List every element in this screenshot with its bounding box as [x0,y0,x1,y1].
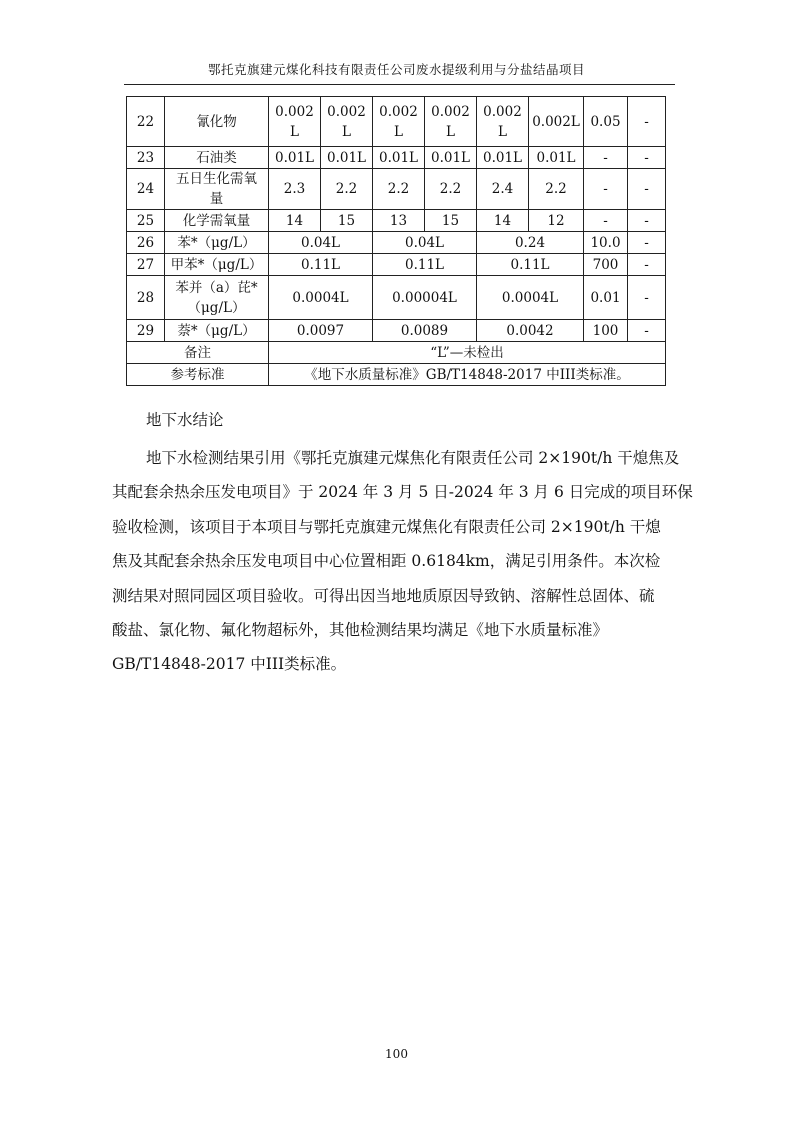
parameter-name-cell: 苯并（a）芘* （μg/L） [165,276,269,320]
result-value-cell: 0.0042 [477,320,584,342]
result-value-cell: 13 [373,210,425,232]
standard-limit-cell: 10.0 [584,232,628,254]
remark-value-cell: “L”—未检出 [269,342,666,364]
table-row [127,97,666,147]
result-value-cell: 0.11L [477,254,584,276]
result-value-cell: 0.01L [425,147,477,169]
table-row [127,147,666,169]
standard-limit-cell: 0.05 [584,97,628,147]
extra-cell: - [628,276,666,320]
table-row [127,169,666,210]
result-value-cell: 0.0004L [477,276,584,320]
groundwater-results-table [126,96,666,386]
extra-cell: - [628,97,666,147]
paragraph-line: 地下水检测结果引用《鄂托克旗建元煤焦化有限责任公司 2×190t/h 干熄焦及 [146,449,680,467]
paragraph-line: 焦及其配套余热余压发电项目中心位置相距 0.6184km，满足引用条件。本次检 [112,552,661,571]
result-value-cell: 0.0097 [269,320,373,342]
paragraph-line: 测结果对照同园区项目验收。可得出因当地地质原因导致钠、溶解性总固体、硫 [112,586,655,605]
standard-limit-cell: 100 [584,320,628,342]
table-row [127,276,666,320]
row-number-cell: 29 [127,320,165,342]
row-number-cell: 23 [127,147,165,169]
running-header: 鄂托克旗建元煤化科技有限责任公司废水提级利用与分盐结晶项目 [207,62,585,77]
result-value-cell: 0.11L [269,254,373,276]
result-value-cell: 0.01L [477,147,529,169]
result-value-cell: 0.0089 [373,320,477,342]
result-value-cell: 0.00004L [373,276,477,320]
standard-limit-cell: 0.01 [584,276,628,320]
result-value-cell: 0.01L [373,147,425,169]
result-value-cell: 0.002 L [425,97,477,147]
row-number-cell: 27 [127,254,165,276]
parameter-name-cell: 石油类 [165,147,269,169]
row-number-cell: 24 [127,169,165,210]
table-row [127,254,666,276]
row-number-cell: 28 [127,276,165,320]
result-value-cell: 0.01L [529,147,584,169]
paragraph-line: 验收检测，该项目于本项目与鄂托克旗建元煤焦化有限责任公司 2×190t/h 干熄 [112,517,661,536]
result-value-cell: 0.002 L [269,97,321,147]
result-value-cell: 0.04L [269,232,373,254]
paragraph-line: GB/T14848-2017 中III类标准。 [112,655,347,674]
remark-row [127,342,666,364]
table-row [127,232,666,254]
row-number-cell: 26 [127,232,165,254]
parameter-name-cell: 五日生化需氧 量 [165,169,269,210]
standard-limit-cell: 700 [584,254,628,276]
result-value-cell: 0.04L [373,232,477,254]
result-value-cell: 0.002 L [477,97,529,147]
result-value-cell: 0.002L [529,97,584,147]
result-value-cell: 0.0004L [269,276,373,320]
result-value-cell: 2.2 [425,169,477,210]
result-value-cell: 12 [529,210,584,232]
parameter-name-cell: 萘*（μg/L） [165,320,269,342]
result-value-cell: 0.002 L [321,97,373,147]
standard-label-cell: 参考标准 [127,364,269,386]
remark-label-cell: 备注 [127,342,269,364]
standard-row [127,364,666,386]
result-value-cell: 2.4 [477,169,529,210]
result-value-cell: 2.2 [529,169,584,210]
standard-limit-cell: - [584,147,628,169]
result-value-cell: 0.002 L [373,97,425,147]
result-value-cell: 14 [269,210,321,232]
conclusion-paragraph [112,441,693,682]
result-value-cell: 0.01L [269,147,321,169]
extra-cell: - [628,320,666,342]
standard-limit-cell: - [584,169,628,210]
extra-cell: - [628,232,666,254]
table-row [127,320,666,342]
result-value-cell: 15 [425,210,477,232]
extra-cell: - [628,254,666,276]
standard-value-cell: 《地下水质量标准》GB/T14848-2017 中III类标准。 [269,364,666,386]
result-value-cell: 2.2 [321,169,373,210]
parameter-name-cell: 苯*（μg/L） [165,232,269,254]
table-row [127,210,666,232]
result-value-cell: 15 [321,210,373,232]
row-number-cell: 22 [127,97,165,147]
parameter-name-cell: 氰化物 [165,97,269,147]
result-value-cell: 2.2 [373,169,425,210]
parameter-name-cell: 甲苯*（μg/L） [165,254,269,276]
result-value-cell: 0.24 [477,232,584,254]
standard-limit-cell: - [584,210,628,232]
header-rule [124,84,675,85]
result-value-cell: 2.3 [269,169,321,210]
paragraph-line: 其配套余热余压发电项目》于 2024 年 3 月 5 日-2024 年 3 月 6 日完成的项目环保 [112,483,693,502]
result-value-cell: 14 [477,210,529,232]
section-title: 地下水结论 [146,411,224,429]
paragraph-line: 酸盐、氯化物、氟化物超标外，其他检测结果均满足《地下水质量标准》 [112,621,609,640]
result-value-cell: 0.11L [373,254,477,276]
extra-cell: - [628,210,666,232]
result-value-cell: 0.01L [321,147,373,169]
row-number-cell: 25 [127,210,165,232]
page-number: 100 [385,1047,408,1061]
parameter-name-cell: 化学需氧量 [165,210,269,232]
extra-cell: - [628,147,666,169]
extra-cell: - [628,169,666,210]
